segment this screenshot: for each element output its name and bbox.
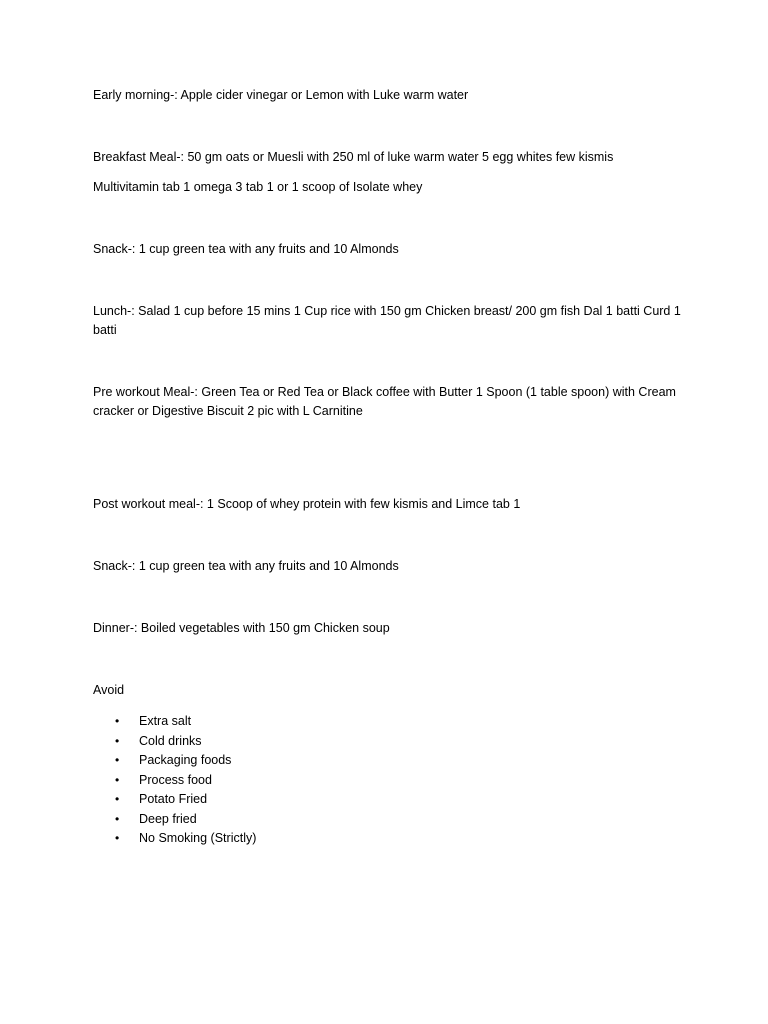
bullet-icon: • (115, 772, 120, 787)
avoid-item-label: Deep fried (139, 811, 197, 826)
bullet-icon: • (115, 714, 120, 728)
list-item (93, 732, 256, 752)
snack-2: Snack-: 1 cup green tea with any fruits and 10 Almonds (93, 559, 399, 573)
bullet-icon: • (115, 733, 120, 748)
avoid-item-label: Process food (139, 772, 212, 787)
avoid-item-label: No Smoking (Strictly) (139, 831, 257, 845)
list-item (93, 829, 256, 849)
breakfast-meal: Breakfast Meal-: 50 gm oats or Muesli with 250 ml of luke warm water 5 egg whites few kismis (93, 150, 614, 164)
pre-workout-meal: Pre workout Meal-: Green Tea or Red Tea or Black coffee with Butter 1 Spoon (1 table spoon) with Cream cracker or Digestive Biscuit 2 pic with L Carnitine (93, 385, 676, 418)
post-workout-meal: Post workout meal-: 1 Scoop of whey protein with few kismis and Limce tab 1 (93, 497, 521, 511)
list-item (93, 712, 256, 732)
avoid-item-label: Packaging foods (139, 753, 232, 767)
lunch-meal: Lunch-: Salad 1 cup before 15 mins 1 Cup rice with 150 gm Chicken breast/ 200 gm fish Dal 1 batti Curd 1 batti (93, 304, 681, 337)
bullet-icon: • (115, 831, 120, 845)
list-item (93, 790, 256, 810)
snack-1: Snack-: 1 cup green tea with any fruits and 10 Almonds (93, 242, 399, 256)
avoid-item-label: Cold drinks (139, 733, 202, 748)
dinner-meal: Dinner-: Boiled vegetables with 150 gm Chicken soup (93, 621, 390, 635)
supplements-line: Multivitamin tab 1 omega 3 tab 1 or 1 scoop of Isolate whey (93, 180, 423, 194)
avoid-heading: Avoid (93, 683, 125, 697)
avoid-list (93, 712, 256, 849)
list-item (93, 751, 256, 771)
list-item (93, 771, 256, 791)
bullet-icon: • (115, 753, 120, 767)
bullet-icon: • (115, 792, 120, 806)
avoid-item-label: Potato Fried (139, 792, 208, 806)
bullet-icon: • (115, 811, 120, 826)
list-item (93, 810, 256, 830)
avoid-item-label: Extra salt (139, 714, 192, 728)
early-morning-meal: Early morning-: Apple cider vinegar or Lemon with Luke warm water (93, 88, 469, 102)
